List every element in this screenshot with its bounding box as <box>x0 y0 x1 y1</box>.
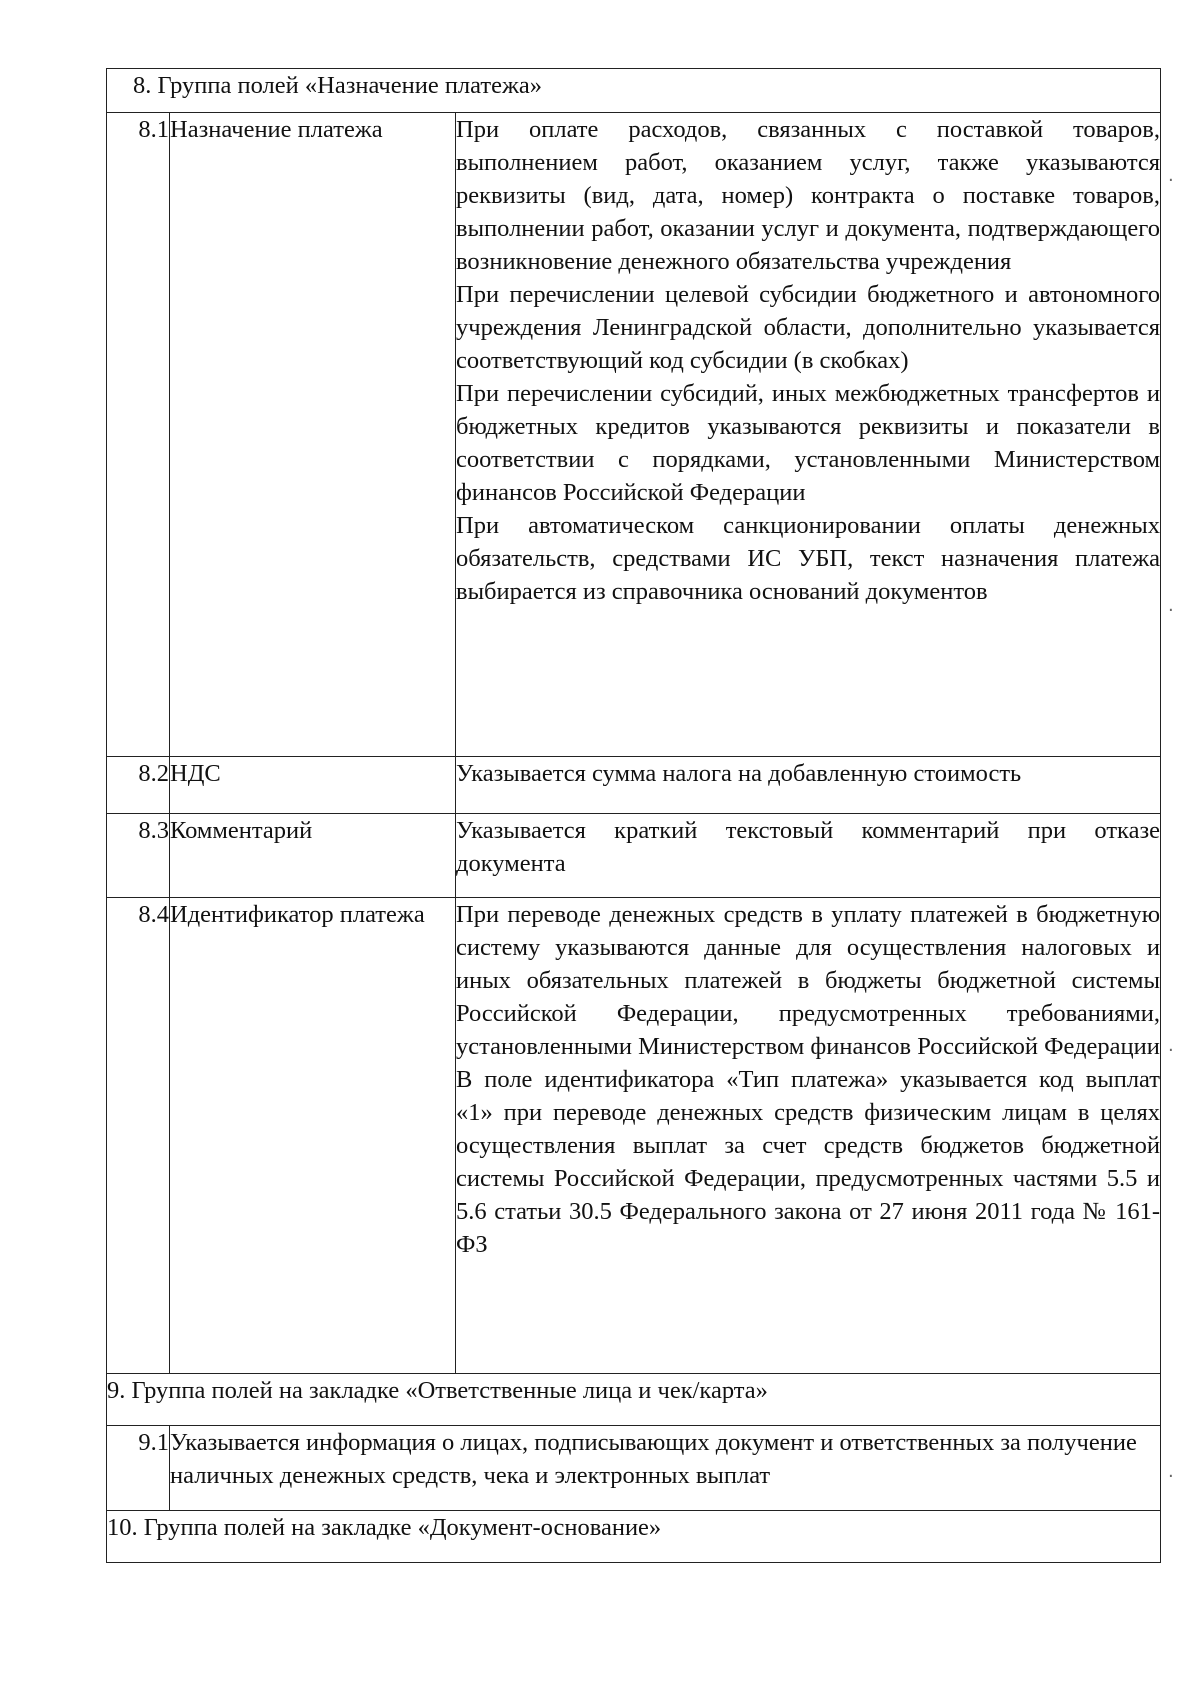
field-description <box>456 113 1161 757</box>
field-description <box>456 757 1161 814</box>
row-number: 9.1 <box>107 1426 170 1511</box>
field-name: Идентификатор платежа <box>170 898 456 1374</box>
scan-artifact: · <box>1168 1466 1174 1487</box>
field-name: Назначение платежа <box>170 113 456 757</box>
description-paragraph: При перечислении целевой субсидии бюджетного и автономного учреждения Ленинградской области, дополнительно указывается соответствующий код субсидии (в скобках) <box>456 281 1160 374</box>
document-page <box>106 68 1160 1563</box>
description-paragraph: При переводе денежных средств в уплату платежей в бюджетную систему указываются данные для осуществления налоговых и иных обязательных платежей в бюджеты бюджетной системы Российской Федерации, предусмотренных требованиями, установленными Министерством финансов Российской Федерации <box>456 901 1160 1060</box>
table-row <box>107 898 1161 1374</box>
field-name: Комментарий <box>170 814 456 898</box>
scan-artifact: · <box>1168 600 1174 621</box>
description-paragraph: При перечислении субсидий, иных межбюджетных трансфертов и бюджетных кредитов указываются реквизиты и показатели в соответствии с порядками, установленными Министерством финансов Российской Федерации <box>456 380 1160 506</box>
group-header-row <box>107 1511 1161 1563</box>
group-header-row <box>107 1374 1161 1426</box>
scan-artifact: · <box>1168 170 1174 191</box>
field-description <box>456 814 1161 898</box>
description-paragraph: Указывается информация о лицах, подписывающих документ и ответственных за получение наличных денежных средств, чека и электронных выплат <box>170 1429 1137 1489</box>
row-number: 8.3 <box>107 814 170 898</box>
row-number: 8.1 <box>107 113 170 757</box>
table-row <box>107 814 1161 898</box>
table-row <box>107 113 1161 757</box>
table-row <box>107 757 1161 814</box>
group-8-title: 8. Группа полей «Назначение платежа» <box>107 69 1161 113</box>
description-paragraph: При автоматическом санкционировании оплаты денежных обязательств, средствами ИС УБП, текст назначения платежа выбирается из справочника оснований документов <box>456 512 1160 605</box>
group-10-title: 10. Группа полей на закладке «Документ-основание» <box>107 1511 1161 1563</box>
description-paragraph: В поле идентификатора «Тип платежа» указывается код выплат «1» при переводе денежных средств физическим лицам в целях осуществления выплат за счет средств бюджетов бюджетной системы Российской Федерации, предусмотренных частями 5.5 и 5.6 статьи 30.5 Федерального закона от 27 июня 2011 года № 161-ФЗ <box>456 1066 1160 1258</box>
group-9-title: 9. Группа полей на закладке «Ответственные лица и чек/карта» <box>107 1374 1161 1426</box>
scan-artifact: · <box>1168 1040 1174 1061</box>
description-paragraph: Указывается краткий текстовый комментарий при отказе документа <box>456 817 1160 877</box>
field-name: НДС <box>170 757 456 814</box>
row-number: 8.4 <box>107 898 170 1374</box>
description-paragraph: Указывается сумма налога на добавленную стоимость <box>456 760 1022 787</box>
field-description <box>456 898 1161 1374</box>
fields-table <box>106 68 1161 1563</box>
row-number: 8.2 <box>107 757 170 814</box>
table-row <box>107 1426 1161 1511</box>
description-paragraph: При оплате расходов, связанных с поставкой товаров, выполнением работ, оказанием услуг, также указываются реквизиты (вид, дата, номер) контракта о поставке товаров, выполнении работ, оказании услуг и документа, подтверждающего возникновение денежного обязательства учреждения <box>456 116 1160 275</box>
field-description <box>170 1426 1161 1511</box>
group-header-row <box>107 69 1161 113</box>
